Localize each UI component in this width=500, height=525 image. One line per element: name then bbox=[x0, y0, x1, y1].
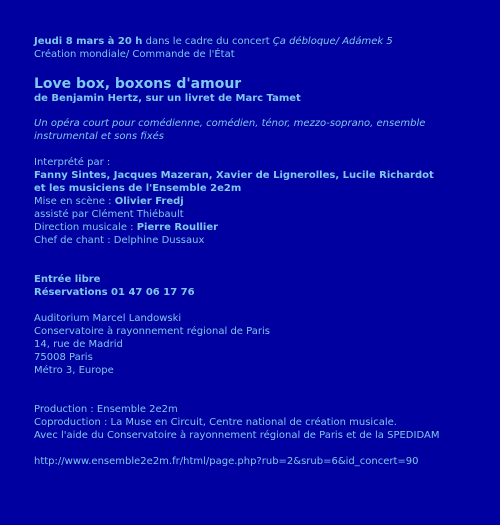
performed-by-label: Interprété par : bbox=[34, 157, 111, 168]
concert-date: Jeudi 8 mars à 20 h bbox=[34, 36, 143, 47]
concert-context: dans le cadre du concert bbox=[142, 36, 273, 47]
chorus-master-line: Chef de chant : Delphine Dussaux bbox=[34, 235, 205, 246]
support-line: Avec l'aide du Conservatoire à rayonnement régional de Paris et de la SPEDIDAM bbox=[34, 430, 440, 441]
music-direction-line bbox=[34, 221, 494, 234]
venue-institution: Conservatoire à rayonnement régional de Paris bbox=[34, 326, 270, 337]
work-authors: de Benjamin Hertz, sur un livret de Marc Tamet bbox=[34, 93, 301, 104]
staging-label: Mise en scène : bbox=[34, 196, 115, 207]
venue-city: 75008 Paris bbox=[34, 352, 93, 363]
music-direction-name: Pierre Roullier bbox=[136, 222, 219, 233]
staging-name: Olivier Fredj bbox=[114, 196, 184, 207]
work-description: Un opéra court pour comédienne, comédien, ténor, mezzo-soprano, ensemble instrumental et sons fixés bbox=[34, 118, 426, 142]
concert-notice bbox=[34, 35, 494, 468]
staging-line bbox=[34, 195, 494, 208]
music-direction-label: Direction musicale : bbox=[34, 222, 137, 233]
venue-metro: Métro 3, Europe bbox=[34, 365, 114, 376]
concert-date-line bbox=[34, 35, 494, 48]
venue-name: Auditorium Marcel Landowski bbox=[34, 313, 182, 324]
performers-line-1: Fanny Sintes, Jacques Mazeran, Xavier de Lignerolles, Lucile Richardot bbox=[34, 170, 434, 181]
entry-info: Entrée libre bbox=[34, 274, 101, 285]
performers-line-2: et les musiciens de l'Ensemble 2e2m bbox=[34, 183, 242, 194]
coproduction-line: Coproduction : La Muse en Circuit, Centre national de création musicale. bbox=[34, 417, 397, 428]
concert-name: Ça débloque/ Adámek 5 bbox=[272, 36, 393, 47]
assisted-by-line: assisté par Clément Thiébault bbox=[34, 209, 184, 220]
creation-line: Création mondiale/ Commande de l'État bbox=[34, 49, 235, 60]
reservations-info: Réservations 01 47 06 17 76 bbox=[34, 287, 195, 298]
concert-link[interactable]: http://www.ensemble2e2m.fr/html/page.php?rub=2&srub=6&id_concert=90 bbox=[34, 456, 419, 467]
work-title: Love box, boxons d'amour bbox=[34, 76, 242, 92]
venue-street: 14, rue de Madrid bbox=[34, 339, 123, 350]
production-line: Production : Ensemble 2e2m bbox=[34, 404, 178, 415]
